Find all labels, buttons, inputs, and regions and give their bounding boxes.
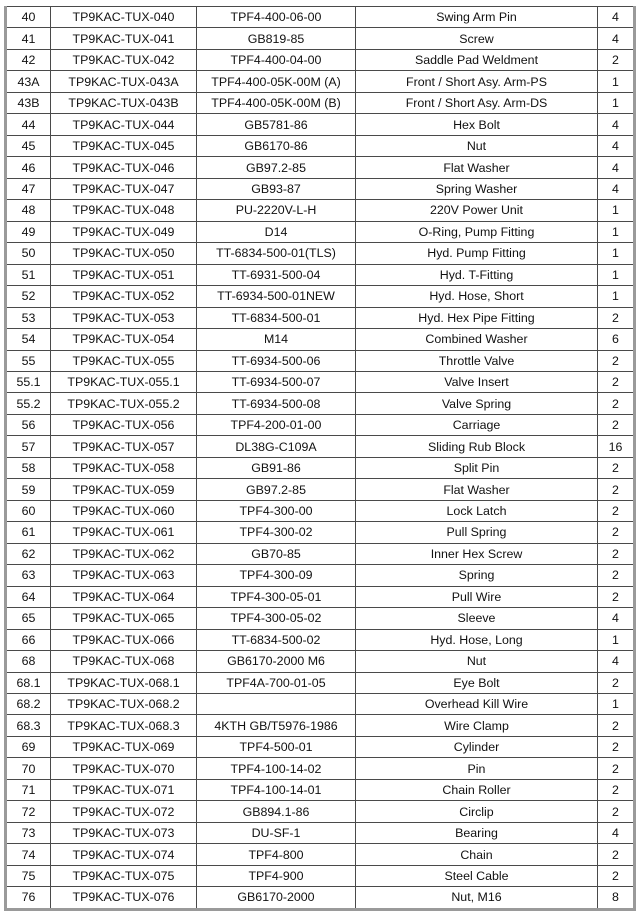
- item-number-cell: 54: [6, 329, 51, 350]
- description-cell: Circlip: [356, 801, 598, 822]
- quantity-cell: 2: [598, 715, 635, 736]
- spec-code-cell: TPF4-300-02: [197, 522, 356, 543]
- part-number-cell: TP9KAC-TUX-055.2: [51, 393, 197, 414]
- quantity-cell: 2: [598, 522, 635, 543]
- table-row: [6, 243, 635, 264]
- spec-code-cell: TT-6934-500-07: [197, 371, 356, 392]
- quantity-cell: 2: [598, 414, 635, 435]
- item-number-cell: 50: [6, 243, 51, 264]
- description-cell: Inner Hex Screw: [356, 543, 598, 564]
- item-number-cell: 68.3: [6, 715, 51, 736]
- item-number-cell: 48: [6, 200, 51, 221]
- spec-code-cell: TPF4A-700-01-05: [197, 672, 356, 693]
- description-cell: Hyd. Hose, Long: [356, 629, 598, 650]
- quantity-cell: 4: [598, 114, 635, 135]
- item-number-cell: 52: [6, 286, 51, 307]
- item-number-cell: 73: [6, 822, 51, 843]
- item-number-cell: 61: [6, 522, 51, 543]
- description-cell: Sleeve: [356, 608, 598, 629]
- item-number-cell: 75: [6, 865, 51, 886]
- spec-code-cell: TPF4-300-00: [197, 500, 356, 521]
- table-row: [6, 543, 635, 564]
- quantity-cell: 2: [598, 672, 635, 693]
- table-row: [6, 715, 635, 736]
- table-row: [6, 672, 635, 693]
- quantity-cell: 16: [598, 436, 635, 457]
- part-number-cell: TP9KAC-TUX-056: [51, 414, 197, 435]
- table-row: [6, 565, 635, 586]
- quantity-cell: 4: [598, 157, 635, 178]
- part-number-cell: TP9KAC-TUX-075: [51, 865, 197, 886]
- item-number-cell: 49: [6, 221, 51, 242]
- description-cell: Bearing: [356, 822, 598, 843]
- spec-code-cell: TPF4-400-05K-00M (B): [197, 92, 356, 113]
- description-cell: Combined Washer: [356, 329, 598, 350]
- description-cell: Hyd. T-Fitting: [356, 264, 598, 285]
- item-number-cell: 46: [6, 157, 51, 178]
- description-cell: Flat Washer: [356, 157, 598, 178]
- quantity-cell: 2: [598, 565, 635, 586]
- item-number-cell: 74: [6, 844, 51, 865]
- item-number-cell: 58: [6, 457, 51, 478]
- part-number-cell: TP9KAC-TUX-074: [51, 844, 197, 865]
- spec-code-cell: GB6170-86: [197, 135, 356, 156]
- item-number-cell: 40: [6, 7, 51, 28]
- description-cell: Overhead Kill Wire: [356, 694, 598, 715]
- part-number-cell: TP9KAC-TUX-070: [51, 758, 197, 779]
- spec-code-cell: TT-6834-500-01: [197, 307, 356, 328]
- spec-code-cell: GB91-86: [197, 457, 356, 478]
- part-number-cell: TP9KAC-TUX-061: [51, 522, 197, 543]
- part-number-cell: TP9KAC-TUX-054: [51, 329, 197, 350]
- spec-code-cell: TPF4-400-04-00: [197, 49, 356, 70]
- table-row: [6, 522, 635, 543]
- table-row: [6, 608, 635, 629]
- part-number-cell: TP9KAC-TUX-071: [51, 779, 197, 800]
- item-number-cell: 55.2: [6, 393, 51, 414]
- table-row: [6, 157, 635, 178]
- table-row: [6, 200, 635, 221]
- part-number-cell: TP9KAC-TUX-068.1: [51, 672, 197, 693]
- description-cell: Lock Latch: [356, 500, 598, 521]
- description-cell: Flat Washer: [356, 479, 598, 500]
- quantity-cell: 2: [598, 758, 635, 779]
- quantity-cell: 2: [598, 801, 635, 822]
- part-number-cell: TP9KAC-TUX-047: [51, 178, 197, 199]
- quantity-cell: 4: [598, 7, 635, 28]
- description-cell: Hyd. Hex Pipe Fitting: [356, 307, 598, 328]
- quantity-cell: 8: [598, 887, 635, 909]
- table-row: [6, 393, 635, 414]
- item-number-cell: 68: [6, 651, 51, 672]
- part-number-cell: TP9KAC-TUX-045: [51, 135, 197, 156]
- spec-code-cell: D14: [197, 221, 356, 242]
- part-number-cell: TP9KAC-TUX-068.3: [51, 715, 197, 736]
- spec-code-cell: GB6170-2000 M6: [197, 651, 356, 672]
- part-number-cell: TP9KAC-TUX-040: [51, 7, 197, 28]
- spec-code-cell: GB894.1-86: [197, 801, 356, 822]
- spec-code-cell: TPF4-100-14-01: [197, 779, 356, 800]
- item-number-cell: 56: [6, 414, 51, 435]
- table-row: [6, 736, 635, 757]
- description-cell: Front / Short Asy. Arm-PS: [356, 71, 598, 92]
- item-number-cell: 65: [6, 608, 51, 629]
- item-number-cell: 44: [6, 114, 51, 135]
- part-number-cell: TP9KAC-TUX-048: [51, 200, 197, 221]
- description-cell: 220V Power Unit: [356, 200, 598, 221]
- quantity-cell: 2: [598, 586, 635, 607]
- table-row: [6, 479, 635, 500]
- part-number-cell: TP9KAC-TUX-042: [51, 49, 197, 70]
- item-number-cell: 68.2: [6, 694, 51, 715]
- spec-code-cell: TPF4-400-06-00: [197, 7, 356, 28]
- part-number-cell: TP9KAC-TUX-062: [51, 543, 197, 564]
- item-number-cell: 62: [6, 543, 51, 564]
- item-number-cell: 47: [6, 178, 51, 199]
- quantity-cell: 2: [598, 844, 635, 865]
- part-number-cell: TP9KAC-TUX-065: [51, 608, 197, 629]
- table-row: [6, 49, 635, 70]
- quantity-cell: 2: [598, 479, 635, 500]
- table-row: [6, 28, 635, 49]
- quantity-cell: 1: [598, 92, 635, 113]
- description-cell: Cylinder: [356, 736, 598, 757]
- spec-code-cell: 4KTH GB/T5976-1986: [197, 715, 356, 736]
- spec-code-cell: TT-6834-500-01(TLS): [197, 243, 356, 264]
- table-row: [6, 92, 635, 113]
- spec-code-cell: TPF4-500-01: [197, 736, 356, 757]
- spec-code-cell: PU-2220V-L-H: [197, 200, 356, 221]
- quantity-cell: 1: [598, 694, 635, 715]
- part-number-cell: TP9KAC-TUX-046: [51, 157, 197, 178]
- description-cell: Screw: [356, 28, 598, 49]
- part-number-cell: TP9KAC-TUX-066: [51, 629, 197, 650]
- item-number-cell: 70: [6, 758, 51, 779]
- table-row: [6, 651, 635, 672]
- part-number-cell: TP9KAC-TUX-044: [51, 114, 197, 135]
- part-number-cell: TP9KAC-TUX-064: [51, 586, 197, 607]
- spec-code-cell: TPF4-200-01-00: [197, 414, 356, 435]
- quantity-cell: 1: [598, 221, 635, 242]
- item-number-cell: 53: [6, 307, 51, 328]
- item-number-cell: 55: [6, 350, 51, 371]
- quantity-cell: 4: [598, 651, 635, 672]
- item-number-cell: 45: [6, 135, 51, 156]
- spec-code-cell: GB70-85: [197, 543, 356, 564]
- quantity-cell: 4: [598, 822, 635, 843]
- spec-code-cell: TPF4-800: [197, 844, 356, 865]
- description-cell: O-Ring, Pump Fitting: [356, 221, 598, 242]
- part-number-cell: TP9KAC-TUX-058: [51, 457, 197, 478]
- parts-list-table: [4, 6, 636, 911]
- spec-code-cell: TT-6931-500-04: [197, 264, 356, 285]
- quantity-cell: 1: [598, 264, 635, 285]
- quantity-cell: 1: [598, 71, 635, 92]
- item-number-cell: 60: [6, 500, 51, 521]
- quantity-cell: 2: [598, 393, 635, 414]
- spec-code-cell: TPF4-300-09: [197, 565, 356, 586]
- part-number-cell: TP9KAC-TUX-072: [51, 801, 197, 822]
- spec-code-cell: DL38G-C109A: [197, 436, 356, 457]
- description-cell: Valve Insert: [356, 371, 598, 392]
- part-number-cell: TP9KAC-TUX-051: [51, 264, 197, 285]
- table-row: [6, 844, 635, 865]
- description-cell: Front / Short Asy. Arm-DS: [356, 92, 598, 113]
- part-number-cell: TP9KAC-TUX-050: [51, 243, 197, 264]
- part-number-cell: TP9KAC-TUX-063: [51, 565, 197, 586]
- quantity-cell: 4: [598, 135, 635, 156]
- quantity-cell: 4: [598, 28, 635, 49]
- spec-code-cell: GB93-87: [197, 178, 356, 199]
- spec-code-cell: DU-SF-1: [197, 822, 356, 843]
- description-cell: Hyd. Hose, Short: [356, 286, 598, 307]
- description-cell: Valve Spring: [356, 393, 598, 414]
- spec-code-cell: M14: [197, 329, 356, 350]
- description-cell: Nut: [356, 651, 598, 672]
- item-number-cell: 63: [6, 565, 51, 586]
- quantity-cell: 2: [598, 371, 635, 392]
- spec-code-cell: GB5781-86: [197, 114, 356, 135]
- description-cell: Saddle Pad Weldment: [356, 49, 598, 70]
- table-row: [6, 264, 635, 285]
- part-number-cell: TP9KAC-TUX-069: [51, 736, 197, 757]
- spec-code-cell: TT-6934-500-01NEW: [197, 286, 356, 307]
- spec-code-cell: TPF4-100-14-02: [197, 758, 356, 779]
- spec-code-cell: TPF4-300-05-02: [197, 608, 356, 629]
- quantity-cell: 6: [598, 329, 635, 350]
- description-cell: Swing Arm Pin: [356, 7, 598, 28]
- table-row: [6, 801, 635, 822]
- quantity-cell: 2: [598, 49, 635, 70]
- quantity-cell: 1: [598, 200, 635, 221]
- item-number-cell: 43A: [6, 71, 51, 92]
- table-row: [6, 371, 635, 392]
- quantity-cell: 1: [598, 243, 635, 264]
- description-cell: Carriage: [356, 414, 598, 435]
- part-number-cell: TP9KAC-TUX-055.1: [51, 371, 197, 392]
- table-row: [6, 7, 635, 28]
- part-number-cell: TP9KAC-TUX-052: [51, 286, 197, 307]
- description-cell: Hyd. Pump Fitting: [356, 243, 598, 264]
- item-number-cell: 71: [6, 779, 51, 800]
- spec-code-cell: TT-6834-500-02: [197, 629, 356, 650]
- part-number-cell: TP9KAC-TUX-043A: [51, 71, 197, 92]
- part-number-cell: TP9KAC-TUX-059: [51, 479, 197, 500]
- table-row: [6, 758, 635, 779]
- item-number-cell: 76: [6, 887, 51, 909]
- table-row: [6, 329, 635, 350]
- quantity-cell: 2: [598, 307, 635, 328]
- table-row: [6, 286, 635, 307]
- spec-code-cell: GB6170-2000: [197, 887, 356, 909]
- spec-code-cell: TT-6934-500-06: [197, 350, 356, 371]
- table-row: [6, 694, 635, 715]
- part-number-cell: TP9KAC-TUX-068: [51, 651, 197, 672]
- description-cell: Throttle Valve: [356, 350, 598, 371]
- part-number-cell: TP9KAC-TUX-043B: [51, 92, 197, 113]
- item-number-cell: 42: [6, 49, 51, 70]
- spec-code-cell: TT-6934-500-08: [197, 393, 356, 414]
- description-cell: Spring Washer: [356, 178, 598, 199]
- table-row: [6, 414, 635, 435]
- part-number-cell: TP9KAC-TUX-068.2: [51, 694, 197, 715]
- item-number-cell: 43B: [6, 92, 51, 113]
- quantity-cell: 4: [598, 608, 635, 629]
- part-number-cell: TP9KAC-TUX-076: [51, 887, 197, 909]
- item-number-cell: 59: [6, 479, 51, 500]
- part-number-cell: TP9KAC-TUX-060: [51, 500, 197, 521]
- quantity-cell: 2: [598, 457, 635, 478]
- table-row: [6, 586, 635, 607]
- description-cell: Nut: [356, 135, 598, 156]
- description-cell: Split Pin: [356, 457, 598, 478]
- item-number-cell: 55.1: [6, 371, 51, 392]
- part-number-cell: TP9KAC-TUX-041: [51, 28, 197, 49]
- quantity-cell: 2: [598, 543, 635, 564]
- table-row: [6, 350, 635, 371]
- table-row: [6, 865, 635, 886]
- quantity-cell: 2: [598, 865, 635, 886]
- spec-code-cell: GB97.2-85: [197, 157, 356, 178]
- part-number-cell: TP9KAC-TUX-057: [51, 436, 197, 457]
- part-number-cell: TP9KAC-TUX-073: [51, 822, 197, 843]
- table-row: [6, 71, 635, 92]
- description-cell: Hex Bolt: [356, 114, 598, 135]
- table-row: [6, 178, 635, 199]
- quantity-cell: 2: [598, 736, 635, 757]
- description-cell: Eye Bolt: [356, 672, 598, 693]
- quantity-cell: 4: [598, 178, 635, 199]
- spec-code-cell: [197, 694, 356, 715]
- part-number-cell: TP9KAC-TUX-049: [51, 221, 197, 242]
- table-row: [6, 779, 635, 800]
- item-number-cell: 66: [6, 629, 51, 650]
- description-cell: Sliding Rub Block: [356, 436, 598, 457]
- description-cell: Spring: [356, 565, 598, 586]
- description-cell: Chain Roller: [356, 779, 598, 800]
- table-row: [6, 457, 635, 478]
- spec-code-cell: GB97.2-85: [197, 479, 356, 500]
- item-number-cell: 69: [6, 736, 51, 757]
- spec-code-cell: TPF4-300-05-01: [197, 586, 356, 607]
- item-number-cell: 72: [6, 801, 51, 822]
- table-row: [6, 307, 635, 328]
- table-row: [6, 135, 635, 156]
- quantity-cell: 1: [598, 286, 635, 307]
- quantity-cell: 2: [598, 500, 635, 521]
- item-number-cell: 51: [6, 264, 51, 285]
- spec-code-cell: TPF4-900: [197, 865, 356, 886]
- table-row: [6, 221, 635, 242]
- part-number-cell: TP9KAC-TUX-053: [51, 307, 197, 328]
- table-row: [6, 887, 635, 909]
- description-cell: Wire Clamp: [356, 715, 598, 736]
- description-cell: Pin: [356, 758, 598, 779]
- table-row: [6, 822, 635, 843]
- part-number-cell: TP9KAC-TUX-055: [51, 350, 197, 371]
- item-number-cell: 68.1: [6, 672, 51, 693]
- quantity-cell: 2: [598, 350, 635, 371]
- quantity-cell: 1: [598, 629, 635, 650]
- quantity-cell: 2: [598, 779, 635, 800]
- item-number-cell: 41: [6, 28, 51, 49]
- table-row: [6, 436, 635, 457]
- description-cell: Nut, M16: [356, 887, 598, 909]
- description-cell: Chain: [356, 844, 598, 865]
- description-cell: Pull Spring: [356, 522, 598, 543]
- item-number-cell: 64: [6, 586, 51, 607]
- spec-code-cell: GB819-85: [197, 28, 356, 49]
- spec-code-cell: TPF4-400-05K-00M (A): [197, 71, 356, 92]
- parts-list-body: [6, 7, 635, 910]
- table-row: [6, 114, 635, 135]
- item-number-cell: 57: [6, 436, 51, 457]
- table-row: [6, 629, 635, 650]
- table-row: [6, 500, 635, 521]
- description-cell: Pull Wire: [356, 586, 598, 607]
- description-cell: Steel Cable: [356, 865, 598, 886]
